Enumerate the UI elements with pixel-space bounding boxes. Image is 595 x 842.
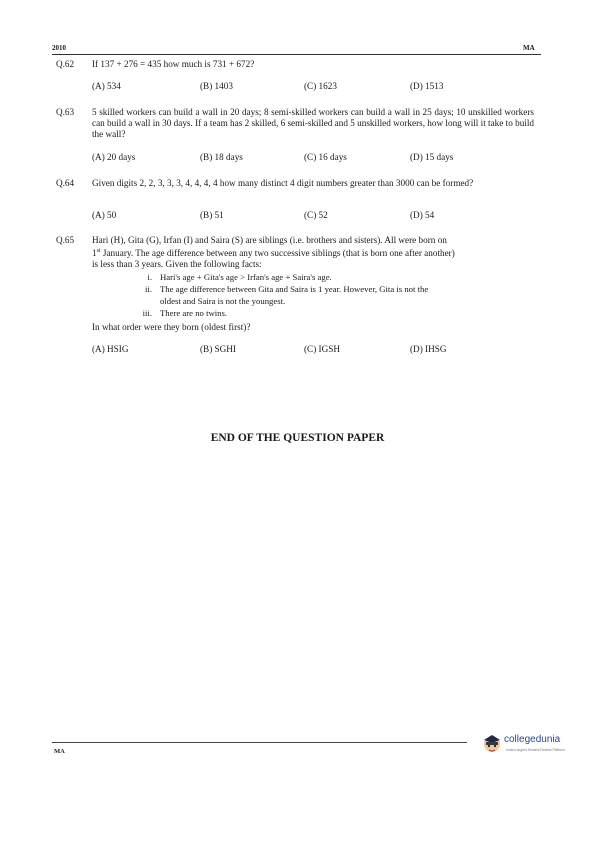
option-a: (A) 20 days: [92, 152, 136, 162]
fact-item: ii. The age difference between Gita and Saira is 1 year. However, Gita is not the: [145, 284, 429, 294]
fact-item: i. Hari's age + Gita's age > Irfan's age + Saira's age.: [147, 272, 332, 282]
question-65: [56, 235, 534, 360]
question-text: 5 skilled workers can build a wall in 20 days; 8 semi-skilled workers can build a wall in 25 days; 10 unskilled workers can build a wall in 30 days. If a team has 2 skilled, 6 semi-skilled and 5 unskilled workers, how long will it take to build the wall?: [92, 107, 534, 140]
option-a: (A) HSIG: [92, 344, 129, 354]
question-text: If 137 + 276 = 435 how much is 731 + 672?: [92, 59, 255, 69]
question-number: Q.63: [56, 107, 75, 117]
option-d: (D) 15 days: [410, 152, 454, 162]
brand-name: collegedunia: [504, 734, 561, 745]
question-63: [56, 107, 534, 167]
option-d: (D) 54: [410, 210, 435, 220]
mascot-icon: [482, 732, 502, 756]
fact-item: iii. There are no twins.: [142, 308, 228, 318]
question-64: [56, 178, 534, 226]
option-a: (A) 534: [92, 81, 121, 91]
option-b: (B) 1403: [200, 81, 233, 91]
option-b: (B) SGHI: [200, 344, 236, 354]
option-c: (C) 52: [304, 210, 328, 220]
question-ask: In what order were they born (oldest first)?: [92, 322, 251, 332]
end-of-paper-heading: END OF THE QUESTION PAPER: [210, 432, 385, 444]
question-62: [56, 59, 534, 99]
option-a: (A) 50: [92, 210, 117, 220]
option-c: (C) IGSH: [304, 344, 340, 354]
option-c: (C) 16 days: [304, 152, 347, 162]
option-d: (D) 1513: [410, 81, 444, 91]
question-number: Q.65: [56, 235, 75, 245]
footer-rule: [52, 742, 467, 743]
option-b: (B) 51: [200, 210, 224, 220]
option-b: (B) 18 days: [200, 152, 243, 162]
header-year: 2010: [52, 44, 66, 52]
option-c: (C) 1623: [304, 81, 337, 91]
fact-item: oldest and Saira is not the youngest.: [160, 296, 286, 306]
question-text-line: Hari (H), Gita (G), Irfan (I) and Saira (S) are siblings (i.e. brothers and sisters). All were born on: [92, 235, 447, 245]
question-number: Q.62: [56, 59, 75, 69]
question-text-line: is less than 3 years. Given the following facts:: [92, 259, 262, 270]
option-d: (D) IHSG: [410, 344, 447, 354]
question-text: [92, 235, 534, 271]
brand-tagline: India's largest Student Review Platform: [506, 748, 566, 752]
header-code: MA: [523, 44, 535, 52]
question-text-line: 1st January. The age difference between any two successive siblings (that is born one after another): [92, 248, 455, 259]
collegedunia-logo: [482, 730, 566, 764]
question-text: Given digits 2, 2, 3, 3, 3, 4, 4, 4, 4 how many distinct 4 digit numbers greater than 3000 can be formed?: [92, 178, 474, 188]
question-number: Q.64: [56, 178, 75, 188]
footer-code: MA: [54, 748, 65, 755]
header-rule: [52, 54, 541, 55]
